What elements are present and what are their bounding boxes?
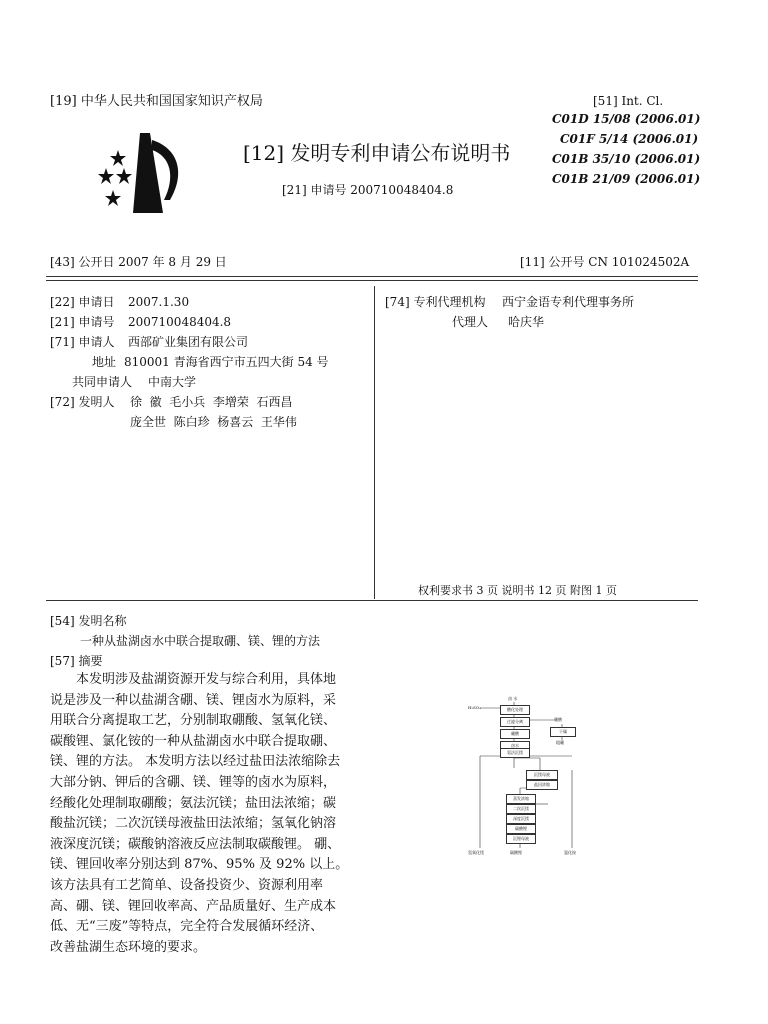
app-no-label: [21] 申请号 (50, 315, 115, 329)
flow-bottom: 氯化铵 (564, 850, 576, 855)
inventors-line-1: 徐 徽 毛小兵 李增荣 石西昌 (130, 395, 293, 409)
abstract-line: 用联合分离提取工艺，分别制取硼酸、氢氧化镁、 (50, 713, 337, 729)
int-cl-4: C01B 21/09 (2006.01) (552, 172, 701, 186)
invention-title: 一种从盐湖卤水中联合提取硼、镁、锂的方法 (80, 634, 321, 648)
document-type: [12] 发明专利申请公布说明书 (243, 141, 511, 165)
abstract-line: 镁、锂回收率分别达到 87%、95% 及 92% 以上。 (50, 857, 349, 873)
publication-number: [11] 公开号 CN 101024502A (520, 255, 690, 269)
app-no: 200710048404.8 (128, 315, 232, 329)
abstract-label: [57] 摘要 (50, 654, 103, 668)
abstract-line: 经酸化处理制取硼酸；氨法沉镁；盐田法浓缩；碳 (50, 795, 337, 811)
agent-label: 代理人 (452, 315, 489, 329)
office-name: [19] 中华人民共和国国家知识产权局 (50, 94, 263, 109)
inventors-line-2: 庞全世 陈白珍 杨喜云 王华伟 (130, 415, 297, 429)
agency: 西宁金语专利代理事务所 (502, 295, 635, 309)
invention-title-label: [54] 发明名称 (50, 614, 127, 628)
flow-box: 卤水 (500, 741, 530, 751)
abstract-line: 该方法具有工艺简单、设备投资少、资源利用率 (50, 877, 324, 893)
co-applicant-label: 共同申请人 (72, 375, 133, 389)
int-cl-2: C01F 5/14 (2006.01) (560, 132, 699, 146)
applicant: 西部矿业集团有限公司 (128, 335, 249, 349)
int-cl-3: C01B 35/10 (2006.01) (552, 152, 701, 166)
divider (46, 600, 698, 601)
abstract-line: 酸盐沉镁；二次沉镁母液盐田法浓缩；氢氧化钠溶 (50, 816, 337, 832)
abstract-line: 镁、锂的方法。 本发明方法以经过盐田法浓缩除去 (50, 754, 341, 770)
agent: 哈庆华 (508, 315, 545, 329)
flow-box: 碳酸锂 (506, 824, 536, 834)
flow-side: 粗硼 (556, 740, 564, 745)
flow-bottom: 碳酸锂 (510, 850, 522, 855)
page-count: 权利要求书 3 页 说明书 12 页 附图 1 页 (418, 584, 617, 597)
address: 810001 青海省西宁市五四大街 54 号 (124, 355, 329, 369)
flow-acid: H₂SO₄ (468, 705, 481, 710)
flow-box: 盐田浓缩 (526, 780, 558, 790)
column-divider (374, 286, 375, 599)
applicant-label: [71] 申请人 (50, 335, 115, 349)
flow-box: 过滤分离 (500, 717, 530, 727)
abstract-line: 改善盐湖生态环境的要求。 (50, 939, 207, 955)
flow-top: 卤 水 (508, 696, 518, 701)
int-cl-label: [51] Int. Cl. (593, 94, 664, 108)
divider (46, 280, 698, 281)
filing-date: 2007.1.30 (128, 295, 190, 309)
flow-box: 蒸发浓缩 (506, 794, 536, 804)
abstract-line: 说是涉及一种以盐湖含硼、镁、锂卤水为原料，采 (50, 692, 337, 708)
flow-box: 沉锂母液 (506, 834, 536, 844)
flow-box: 酸化处理 (500, 705, 530, 715)
divider (46, 276, 698, 277)
flow-box: 二次沉镁 (506, 804, 536, 814)
abstract-line: 大部分钠、钾后的含硼、镁、锂等的卤水为原料， (50, 774, 337, 790)
address-label: 地址 (92, 355, 117, 369)
abstract-line: 低、无“三废”等特点，完全符合发展循环经济、 (50, 919, 324, 935)
abstract-line: 液深度沉镁；碳酸钠溶液反应法制取碳酸锂。 硼、 (50, 836, 341, 852)
abstract-line: 本发明涉及盐湖资源开发与综合利用，具体地 (76, 672, 337, 687)
abstract-figure-flowchart (462, 690, 592, 860)
flow-bottom: 氢氧化镁 (468, 850, 484, 855)
filing-date-label: [22] 申请日 (50, 295, 115, 309)
int-cl-1: C01D 15/08 (2006.01) (552, 112, 701, 126)
flow-side: 硼酸 (554, 717, 562, 722)
abstract-body (50, 670, 380, 958)
co-applicant: 中南大学 (148, 375, 197, 389)
flow-box: 硼酸 (500, 729, 530, 739)
agency-label: [74] 专利代理机构 (385, 295, 486, 309)
cnipa-logo (88, 128, 188, 218)
abstract-line: 高、硼、镁、锂回收率高、产品质量好、生产成本 (50, 898, 337, 914)
flow-box: 沉镁母液 (526, 770, 558, 780)
abstract-line: 碳酸锂、氯化铵的一种从盐湖卤水中联合提取硼、 (50, 733, 337, 749)
flow-box: 深度沉镁 (506, 814, 536, 824)
flow-side: 干燥 (550, 727, 576, 737)
inventors-label: [72] 发明人 (50, 395, 115, 409)
flow-box: 氨法沉镁 (500, 748, 530, 758)
application-number-header: [21] 申请号 200710048404.8 (282, 183, 454, 197)
publication-date: [43] 公开日 2007 年 8 月 29 日 (50, 255, 227, 269)
